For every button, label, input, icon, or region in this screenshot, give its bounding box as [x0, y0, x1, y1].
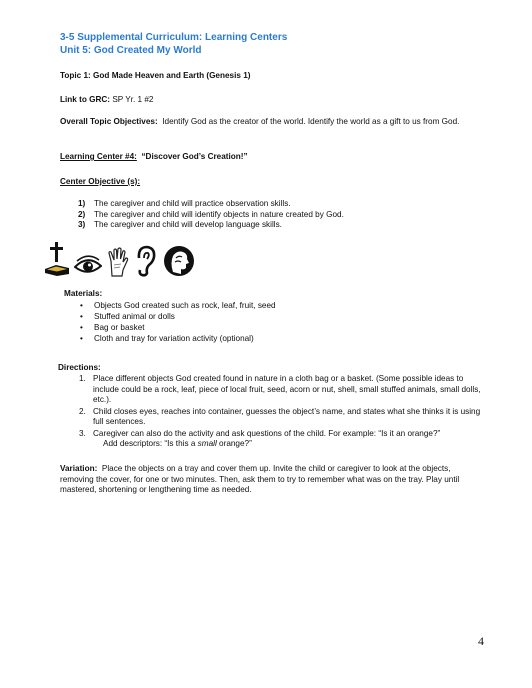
- head-icon: [162, 245, 196, 277]
- learning-center-heading: [60, 152, 475, 163]
- curriculum-title: 3-5 Supplemental Curriculum: Learning Centers: [60, 32, 288, 43]
- document-header: [60, 32, 287, 57]
- list-item: 1. Place different objects God created found in nature in a cloth bag or a basket. (Some possible ideas to include could be a rock, leaf, piece of local fruit, seed, acorn or nut, shell, small stuffed animals, small dolls, etc.).: [79, 374, 481, 404]
- list-item: 2. Child closes eyes, reaches into container, guesses the object’s name, and states what she thinks it is using full sentences.: [79, 406, 481, 426]
- list-item: 1) The caregiver and child will practice observation skills.: [78, 199, 291, 208]
- link-label: Link to GRC:: [60, 95, 111, 104]
- materials-list: [80, 300, 276, 344]
- directions-heading: Directions:: [58, 363, 101, 372]
- variation-paragraph: [60, 464, 482, 496]
- learning-center-label: Learning Center #4:: [60, 152, 137, 161]
- materials-heading: Materials:: [64, 289, 103, 298]
- bible-cross-icon: [44, 241, 70, 277]
- eye-icon: [74, 255, 102, 277]
- center-objective-list: [78, 199, 473, 231]
- objectives-text: Identify God as the creator of the world. Identify the world as a gift to us from God.: [162, 117, 460, 126]
- link-value: SP Yr. 1 #2: [112, 95, 154, 104]
- objectives-label: Overall Topic Objectives:: [60, 117, 158, 126]
- page-number: 4: [478, 634, 484, 648]
- overall-objectives: [60, 117, 475, 128]
- list-item: • Objects God created such as rock, leaf, fruit, seed: [80, 301, 276, 310]
- sense-icons-row: [44, 241, 196, 277]
- list-item: • Stuffed animal or dolls: [80, 312, 175, 321]
- list-item: • Bag or basket: [80, 323, 145, 332]
- list-item: 3. Caregiver can also do the activity and ask questions of the child. For example: “Is it an orange?” Add descriptors: “Is this a small orange?”: [79, 428, 441, 448]
- list-item: 3) The caregiver and child will develop language skills.: [78, 220, 282, 229]
- list-item: 2) The caregiver and child will identify objects in nature created by God.: [78, 209, 344, 219]
- link-to-grc: [60, 95, 475, 106]
- topic-heading: Topic 1: God Made Heaven and Earth (Genesis 1): [60, 71, 251, 80]
- hand-icon: [106, 247, 130, 277]
- list-item: • Cloth and tray for variation activity (optional): [80, 334, 254, 343]
- center-objective-heading: Center Objective (s):: [60, 177, 141, 186]
- unit-title: Unit 5: God Created My World: [60, 44, 202, 56]
- directions-list: [79, 374, 484, 451]
- variation-text: Place the objects on a tray and cover them up. Invite the child or caregiver to look at the objects, removing the cover, for one or two minutes. Then, ask them to try to remember what was on the tray. Play until mastered, shortening or lengthening time as needed.: [60, 464, 460, 494]
- variation-label: Variation:: [60, 464, 98, 473]
- ear-icon: [134, 245, 158, 277]
- learning-center-title: “Discover God’s Creation!”: [141, 152, 248, 161]
